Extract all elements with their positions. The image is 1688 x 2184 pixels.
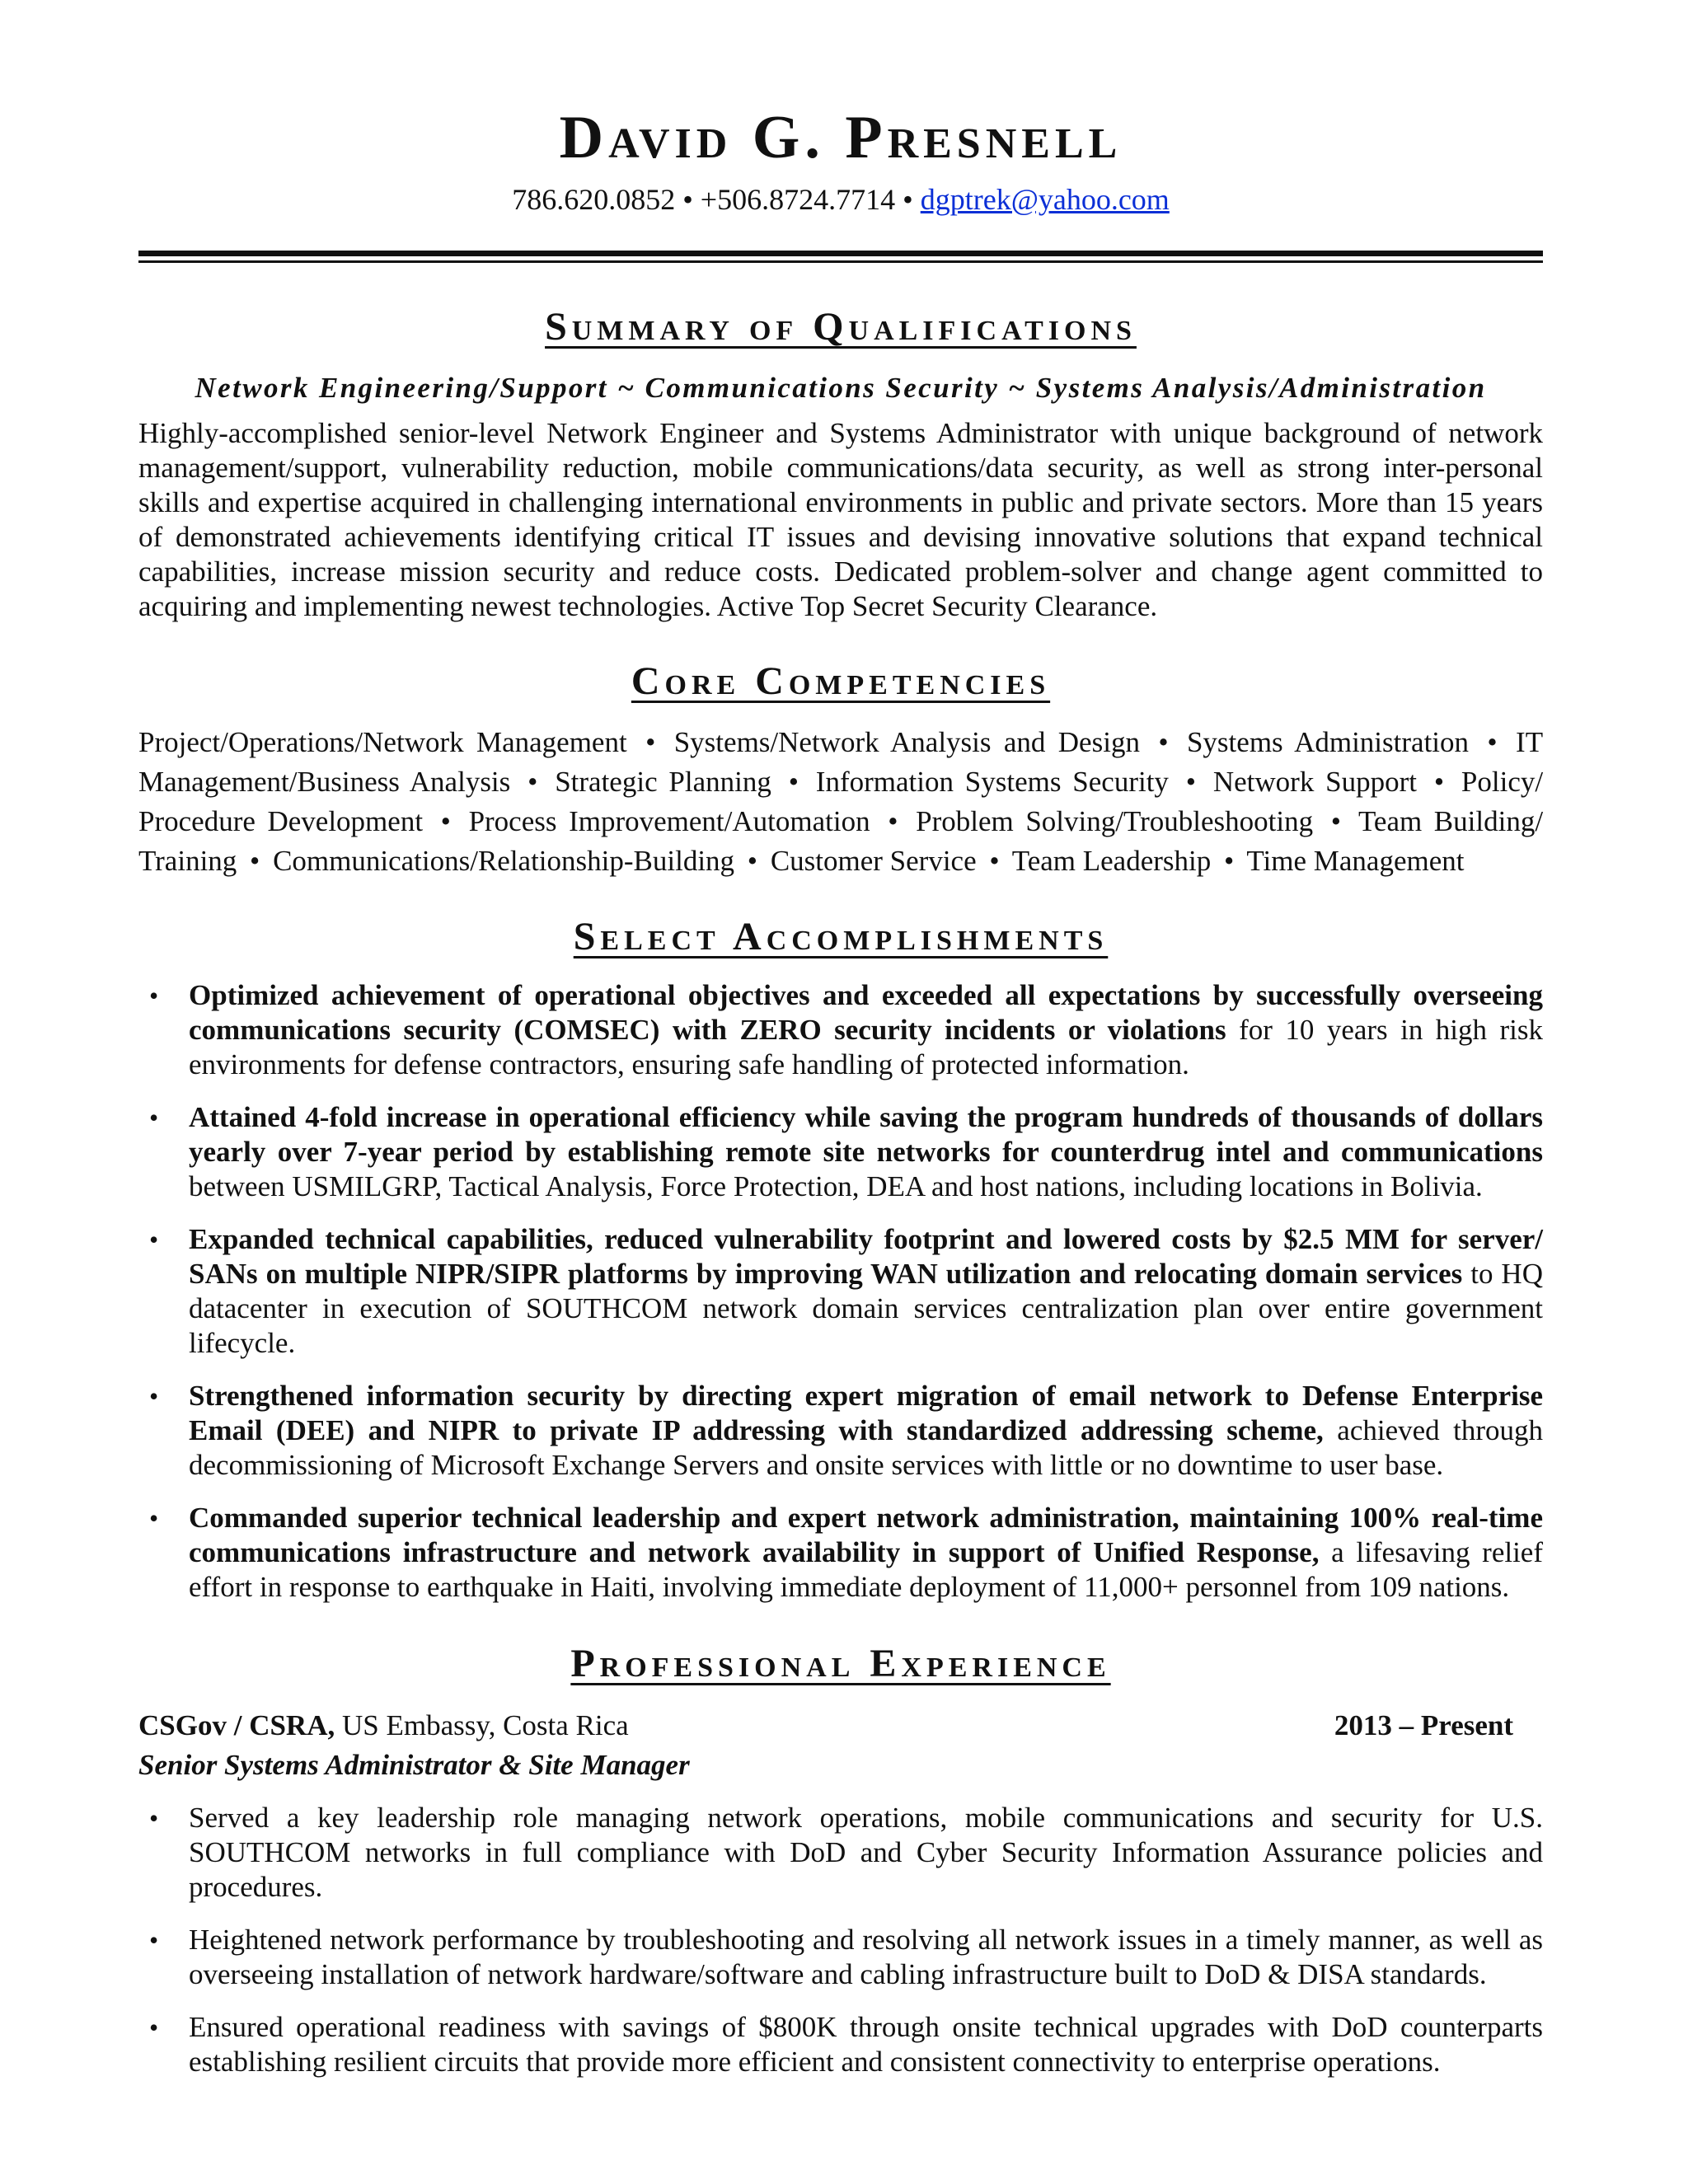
job-bullet-item	[138, 2010, 1543, 2079]
competency-item: Team Building/ Training	[138, 805, 1544, 877]
job-bullets-list	[138, 1801, 1543, 2079]
competency-separator: •	[1330, 805, 1341, 837]
competency-item: IT Management/Business Analysis	[138, 726, 1544, 798]
job-employer	[138, 1708, 629, 1743]
competency-item: Network Support	[1212, 766, 1417, 798]
job-bullet-item	[138, 1801, 1543, 1905]
competency-separator: •	[747, 845, 758, 877]
competency-separator: •	[1433, 766, 1445, 798]
header-divider-thin	[138, 260, 1543, 263]
bullet-glyph: •	[149, 1103, 159, 1132]
competency-item: Process Improvement/Automation	[468, 805, 870, 837]
competency-item: Strategic Planning	[555, 766, 771, 798]
accomplishment-highlight: Attained 4-fold increase in operational efficiency while saving the program hundreds of thousands of dollars yearly over 7-year period by establishing remote site networks for counterdrug intel and communications	[189, 1101, 1543, 1168]
candidate-name: David G. Presnell	[559, 104, 1123, 171]
accomplishment-item	[138, 1501, 1543, 1605]
bullet-glyph: •	[149, 1225, 159, 1254]
competency-item: Customer Service	[770, 845, 977, 877]
competency-separator: •	[645, 726, 656, 758]
job-company: CSGov / CSRA,	[138, 1709, 335, 1741]
accomplishments-list	[138, 978, 1543, 1605]
bullet-glyph: •	[149, 981, 159, 1010]
accomplishment-detail: a lifesaving relief effort in response to earthquake in Haiti, involving immediate deployment of 11,000+ personnel from 109 nations.	[189, 1536, 1543, 1603]
accomplishment-detail: between USMILGRP, Tactical Analysis, Force Protection, DEA and host nations, including locations in Bolivia.	[189, 1170, 1483, 1202]
header-divider-thick	[138, 251, 1543, 256]
accomplishment-item	[138, 1379, 1543, 1483]
accomplishment-highlight: Expanded technical capabilities, reduced vulnerability footprint and lowered costs by $2.5 MM for server/ SANs on multiple NIPR/SIPR platforms by improving WAN utilization and relocating domain services	[189, 1223, 1543, 1290]
job-bullet-text: Ensured operational readiness with savings of $800K through onsite technical upgrades with DoD counterparts establishing resilient circuits that provide more efficient and consistent connectivity to enterprise operations.	[189, 2011, 1543, 2078]
competency-item: Systems Administration	[1186, 726, 1470, 758]
section-title-accomplishments: Select Accomplishments	[573, 915, 1109, 958]
accomplishment-highlight: Commanded superior technical leadership and expert network administration, maintaining 100% real-time communications infrastructure and network availability in support of Unified Response,	[189, 1502, 1543, 1568]
bullet-glyph: •	[149, 1803, 159, 1833]
competencies-list	[138, 723, 1543, 881]
summary-paragraph: Highly-accomplished senior-level Network Engineer and Systems Administrator with unique background of network management/support, vulnerability reduction, mobile communications/data security, as well as strong inter-personal skills and expertise acquired in challenging international environments in public and private sectors. More than 15 years of demonstrated achievements identifying critical IT issues and devising innovative solutions that expand technical capabilities, increase mission security and reduce costs. Dedicated problem-solver and change agent committed to acquiring and implementing newest technologies. Active Top Secret Security Clearance.	[138, 417, 1543, 622]
contact-line	[138, 181, 1543, 218]
phone-secondary: +506.8724.7714	[700, 183, 896, 216]
job-bullet-text: Heightened network performance by troubleshooting and resolving all network issues in a timely manner, as well as overseeing installation of network hardware/software and cabling infrastructure built to DoD & DISA standards.	[189, 1924, 1543, 1990]
email-link[interactable]: dgptrek@yahoo.com	[920, 183, 1170, 216]
competency-item: Team Leadership	[1011, 845, 1212, 877]
bullet-glyph: •	[149, 1925, 159, 1955]
competency-separator: •	[528, 766, 538, 798]
competency-separator: •	[1223, 845, 1235, 877]
competency-separator: •	[1158, 726, 1169, 758]
competency-item: Systems/Network Analysis and Design	[673, 726, 1140, 758]
job-dates: 2013 – Present	[1334, 1709, 1513, 1741]
accomplishment-highlight: Strengthened information security by directing expert migration of email network to Defense Enterprise Email (DEE) and NIPR to private IP addressing with standardized addressing scheme,	[189, 1380, 1543, 1446]
resume-page	[138, 0, 1543, 2079]
competency-item: Communications/Relationship-Building	[273, 845, 735, 877]
section-title-competencies: Core Competencies	[631, 659, 1051, 703]
accomplishment-detail: to HQ datacenter in execution of SOUTHCOM network domain services centralization plan over entire government lifecycle.	[189, 1258, 1543, 1359]
competency-item: Problem Solving/Troubleshooting	[916, 805, 1314, 837]
summary-subhead: Network Engineering/Support ~ Communications Security ~ Systems Analysis/Administration	[195, 372, 1487, 404]
contact-separator: •	[903, 183, 913, 216]
phone-primary: 786.620.0852	[512, 183, 676, 216]
accomplishment-item	[138, 1222, 1543, 1361]
competency-separator: •	[888, 805, 898, 837]
job-bullet-text: Served a key leadership role managing network operations, mobile communications and security for U.S. SOUTHCOM networks in full compliance with DoD and Cyber Security Information Assurance policies and procedures.	[189, 1802, 1543, 1903]
accomplishment-detail: for 10 years in high risk environments for defense contractors, ensuring safe handling of protected information.	[189, 1014, 1543, 1080]
competency-item: Information Systems Security	[815, 766, 1169, 798]
accomplishment-item	[138, 1100, 1543, 1204]
competency-item: Project/Operations/Network Management	[138, 726, 627, 758]
competency-item: Policy/ Procedure Development	[138, 766, 1544, 837]
job-header	[138, 1708, 1543, 1743]
competency-separator: •	[989, 845, 1000, 877]
section-title-experience: Professional Experience	[570, 1642, 1111, 1685]
section-title-summary: Summary of Qualifications	[545, 305, 1137, 349]
competency-separator: •	[1185, 766, 1197, 798]
bullet-glyph: •	[149, 1381, 159, 1411]
bullet-glyph: •	[149, 1503, 159, 1533]
job-bullet-item	[138, 1923, 1543, 1992]
competency-item: Time Management	[1246, 845, 1465, 877]
competency-separator: •	[1487, 726, 1498, 758]
contact-separator: •	[682, 183, 693, 216]
competency-separator: •	[250, 845, 260, 877]
accomplishment-highlight: Optimized achievement of operational objectives and exceeded all expectations by successfully overseeing communications security (COMSEC) with ZERO security incidents or violations	[189, 979, 1543, 1046]
competency-separator: •	[440, 805, 451, 837]
job-title: Senior Systems Administrator & Site Manager	[138, 1749, 690, 1781]
bullet-glyph: •	[149, 2013, 159, 2042]
accomplishment-item	[138, 978, 1543, 1082]
accomplishment-detail: achieved through decommissioning of Microsoft Exchange Servers and onsite services with little or no downtime to user base.	[189, 1414, 1543, 1481]
job-location: US Embassy, Costa Rica	[341, 1709, 629, 1741]
competency-separator: •	[788, 766, 799, 798]
